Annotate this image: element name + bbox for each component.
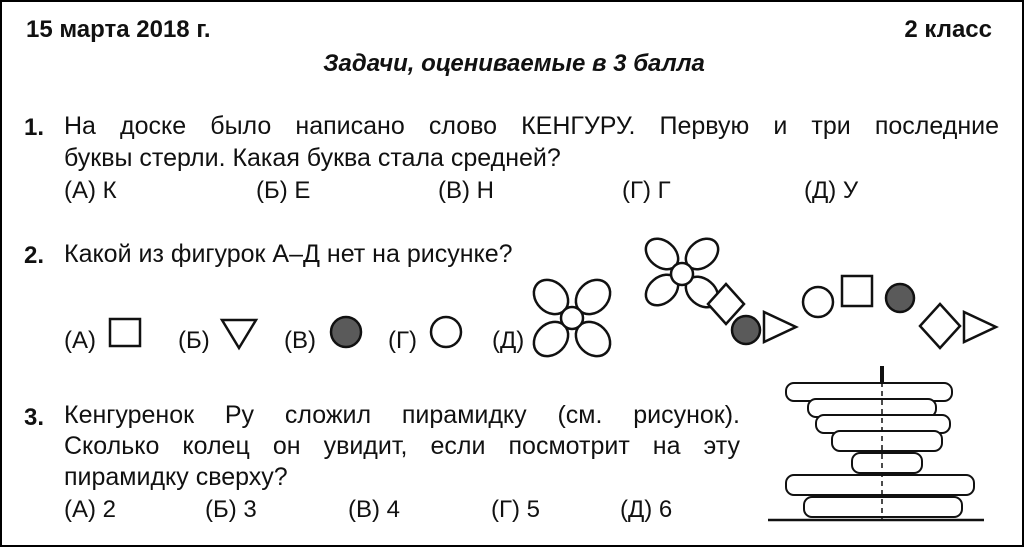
question-number: 3. xyxy=(24,404,45,431)
filled-circle-icon xyxy=(326,314,366,350)
question-text-line: Какой из фигурок А–Д нет на рисунке? xyxy=(64,240,513,268)
question-text-line: Кенгуренок Ру сложил пирамидку (см. рисунок). xyxy=(64,401,740,429)
figure-square-shape xyxy=(842,276,872,306)
figure-circle-shape xyxy=(803,287,833,317)
answer-option-v[interactable]: (В) Н xyxy=(438,177,494,204)
shape-chain-figure xyxy=(638,234,1008,358)
question-number: 1. xyxy=(24,114,45,141)
answer-option-d[interactable]: (Д) У xyxy=(804,177,859,204)
answer-option-v[interactable]: (В) xyxy=(284,327,316,354)
question-number: 2. xyxy=(24,242,45,269)
answer-option-d[interactable]: (Д) xyxy=(492,327,525,354)
answer-option-v[interactable]: (В) 4 xyxy=(348,496,401,523)
question-text-line: пирамидку сверху? xyxy=(64,463,288,491)
ring-pyramid-figure xyxy=(766,362,986,528)
answer-option-a[interactable]: (А) 2 xyxy=(64,496,117,523)
question-text-line: На доске было написано слово КЕНГУРУ. Первую и три последние xyxy=(64,112,999,140)
pyramid-ring xyxy=(786,475,974,495)
grade-header: 2 класс xyxy=(904,16,992,43)
question-text-line: буквы стерли. Какая буква стала средней? xyxy=(64,144,561,172)
answer-option-b[interactable]: (Б) Е xyxy=(256,177,311,204)
pyramid-ring xyxy=(852,453,922,473)
pyramid-ring xyxy=(832,431,942,451)
question-text-line: Сколько колец он увидит, если посмотрит на эту xyxy=(64,432,740,460)
answer-option-g[interactable]: (Г) 5 xyxy=(491,496,540,523)
figure-filled-circle-shape xyxy=(886,284,914,312)
flower-icon xyxy=(530,276,614,360)
figure-filled-circle-shape xyxy=(732,316,760,344)
figure-triangle-shape xyxy=(764,312,796,342)
answer-option-b[interactable]: (Б) 3 xyxy=(205,496,257,523)
answer-option-g[interactable]: (Г) xyxy=(388,327,417,354)
answer-option-d[interactable]: (Д) 6 xyxy=(620,496,673,523)
down-triangle-icon xyxy=(220,318,260,350)
figure-diamond-shape xyxy=(920,304,960,348)
square-icon xyxy=(108,318,144,348)
section-title: Задачи, оцениваемые в 3 балла xyxy=(323,50,705,77)
circle-icon xyxy=(426,314,466,350)
figure-triangle-shape xyxy=(964,312,996,342)
answer-option-g[interactable]: (Г) Г xyxy=(622,177,671,204)
answer-option-b[interactable]: (Б) xyxy=(178,327,210,354)
date-header: 15 марта 2018 г. xyxy=(26,16,211,43)
answer-option-a[interactable]: (А) К xyxy=(64,177,117,204)
pyramid-ring xyxy=(804,497,962,517)
answer-option-a[interactable]: (А) xyxy=(64,327,96,354)
